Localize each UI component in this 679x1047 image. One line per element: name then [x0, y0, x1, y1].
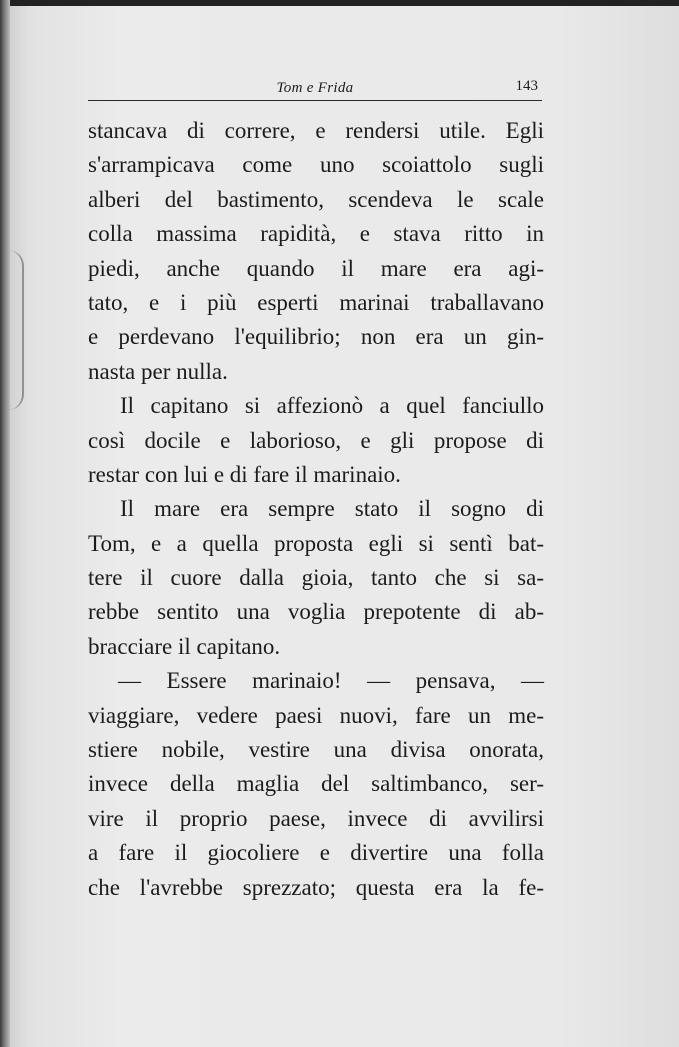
book-spine-shadow — [0, 0, 10, 1047]
text-line: — Essere marinaio! — pensava, — — [118, 668, 544, 694]
text-line: e perdevano l'equilibrio; non era un gin- — [88, 324, 544, 350]
text-line: alberi del bastimento, scendeva le scale — [88, 186, 544, 212]
running-title: Tom e Frida — [276, 80, 354, 96]
text-line: nasta per nulla. — [88, 358, 228, 384]
text-line: a fare il giocoliere e divertire una folla — [88, 840, 544, 866]
text-line: Il capitano si affezionò a quel fanciullo — [120, 393, 544, 419]
text-line: viaggiare, vedere paesi nuovi, fare un me- — [88, 702, 544, 728]
text-line: restar con lui e di fare il marinaio. — [88, 461, 401, 487]
page-fold-shadow — [8, 250, 24, 410]
text-line: Il mare era sempre stato il sogno di — [120, 496, 544, 522]
text-line: s'arrampicava come uno scoiattolo sugli — [88, 152, 544, 178]
page-header — [88, 76, 542, 101]
text-line: bracciare il capitano. — [88, 633, 281, 659]
text-line: stancava di correre, e rendersi utile. Egli — [88, 118, 544, 143]
text-line: Tom, e a quella proposta egli si sentì bat- — [88, 530, 544, 556]
text-line: rebbe sentito una voglia prepotente di ab- — [88, 599, 544, 625]
text-line: tere il cuore dalla gioia, tanto che si sa- — [88, 565, 544, 591]
text-line: così docile e laborioso, e gli propose di — [88, 427, 544, 453]
text-line: tato, e i più esperti marinai traballavano — [88, 289, 544, 315]
text-line: invece della maglia del saltimbanco, ser- — [88, 771, 544, 797]
page-top-edge — [0, 0, 679, 6]
page-number: 143 — [515, 78, 538, 94]
text-line: che l'avrebbe sprezzato; questa era la fe- — [88, 874, 544, 900]
body-text — [88, 114, 544, 905]
text-line: colla massima rapidità, e stava ritto in — [88, 221, 544, 247]
text-line: piedi, anche quando il mare era agi- — [88, 255, 544, 281]
text-line: vire il proprio paese, invece di avvilirsi — [88, 805, 544, 831]
text-line: stiere nobile, vestire una divisa onorata, — [88, 737, 544, 763]
